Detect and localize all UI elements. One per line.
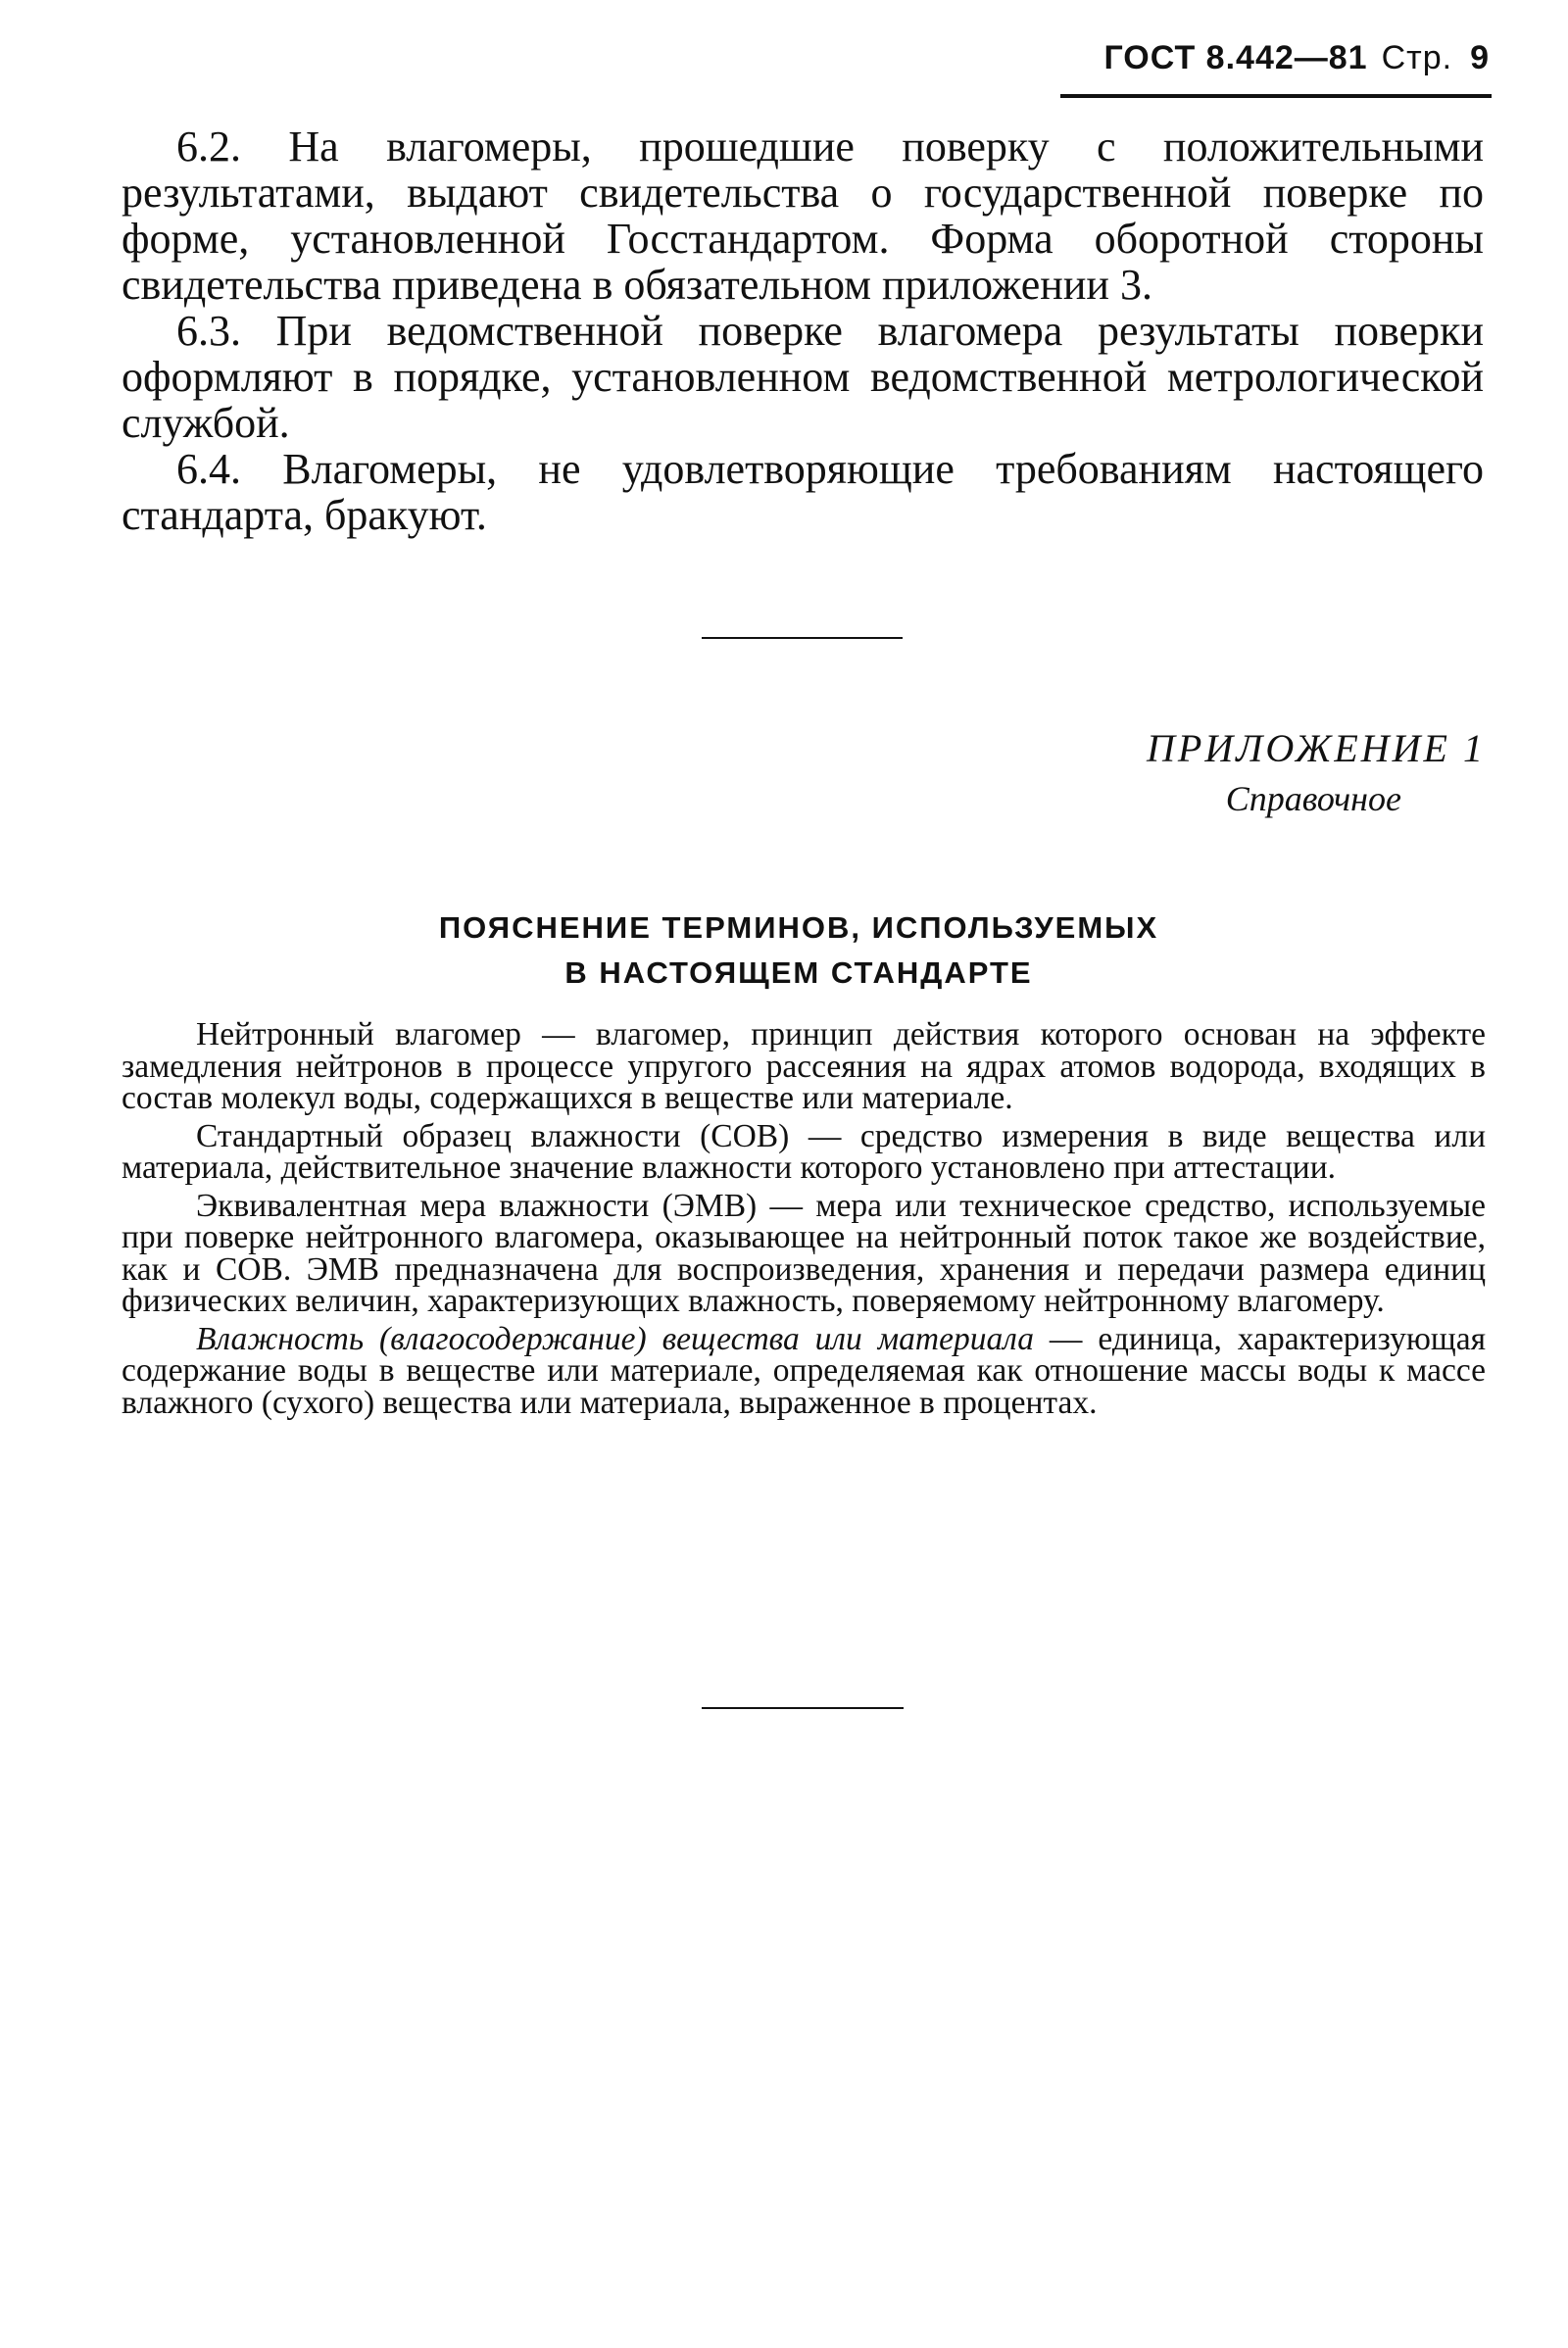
page-number: 9 bbox=[1470, 39, 1490, 76]
section-title bbox=[255, 905, 1343, 996]
page-label: Стр. bbox=[1381, 39, 1453, 76]
end-divider bbox=[702, 1707, 904, 1709]
section-divider bbox=[702, 637, 903, 639]
appendix-heading bbox=[980, 723, 1486, 823]
term-name: Стандартный образец влажности (СОВ) bbox=[196, 1117, 790, 1154]
header-rule bbox=[1060, 94, 1492, 98]
clause-6-4: 6.4. Влагомеры, не удовлетворяющие требованиям настоящего стандарта, бракуют. bbox=[122, 445, 1484, 539]
term-definition: — средство измерения в виде вещества или материала, действительное значение влажности которого установлено при аттестации. bbox=[122, 1117, 1486, 1186]
term-item bbox=[122, 1187, 1486, 1319]
clause-6-2: 6.2. На влагомеры, прошедшие поверку с положительными результатами, выдают свидетельства о государственной поверке по форме, установленной Госстандартом. Форма оборотной стороны свидетельства приведена в обязательном приложении 3. bbox=[122, 122, 1484, 309]
term-name: Влажность (влагосодержание) вещества или материала bbox=[196, 1320, 1034, 1357]
section-title-line-1: ПОЯСНЕНИЕ ТЕРМИНОВ, ИСПОЛЬЗУЕМЫХ bbox=[438, 910, 1159, 945]
standard-number: ГОСТ 8.442—81 bbox=[1103, 39, 1368, 76]
term-name: Эквивалентная мера влажности (ЭМВ) bbox=[196, 1187, 758, 1224]
terms-list bbox=[122, 1016, 1486, 1425]
term-item bbox=[122, 1117, 1486, 1186]
section-title-line-2: В НАСТОЯЩЕМ СТАНДАРТЕ bbox=[564, 955, 1033, 990]
term-item bbox=[122, 1320, 1486, 1421]
appendix-label: ПРИЛОЖЕНИЕ 1 bbox=[1147, 726, 1486, 770]
term-definition: — мера или техническое средство, используемые при поверке нейтронного влагомера, оказывающее на нейтронный поток такое же воздействие, как и СОВ. ЭМВ предназначена для воспроизведения, хранения и передачи размера единиц физических величин, характеризующих влажность, поверяемому нейтронному влагомеру. bbox=[122, 1187, 1486, 1319]
term-definition: — влагомер, принцип действия которого основан на эффекте замедления нейтронов в процессе упругого рассеяния на ядрах атомов водорода, входящих в состав молекул воды, содержащихся в веществе или материале. bbox=[122, 1016, 1486, 1116]
clause-6-3: 6.3. При ведомственной поверке влагомера результаты поверки оформляют в порядке, установленном ведомственной метрологической службой. bbox=[122, 307, 1484, 447]
term-name: Нейтронный влагомер bbox=[196, 1016, 521, 1052]
appendix-type: Справочное bbox=[1225, 779, 1401, 818]
clauses-block bbox=[122, 123, 1484, 538]
term-definition: — единица, характеризующая содержание воды в веществе или материале, определяемая как отношение массы воды к массе влажного (сухого) вещества или материала, выраженное в процентах. bbox=[122, 1320, 1486, 1421]
term-item bbox=[122, 1016, 1486, 1116]
page-header bbox=[1058, 39, 1490, 98]
